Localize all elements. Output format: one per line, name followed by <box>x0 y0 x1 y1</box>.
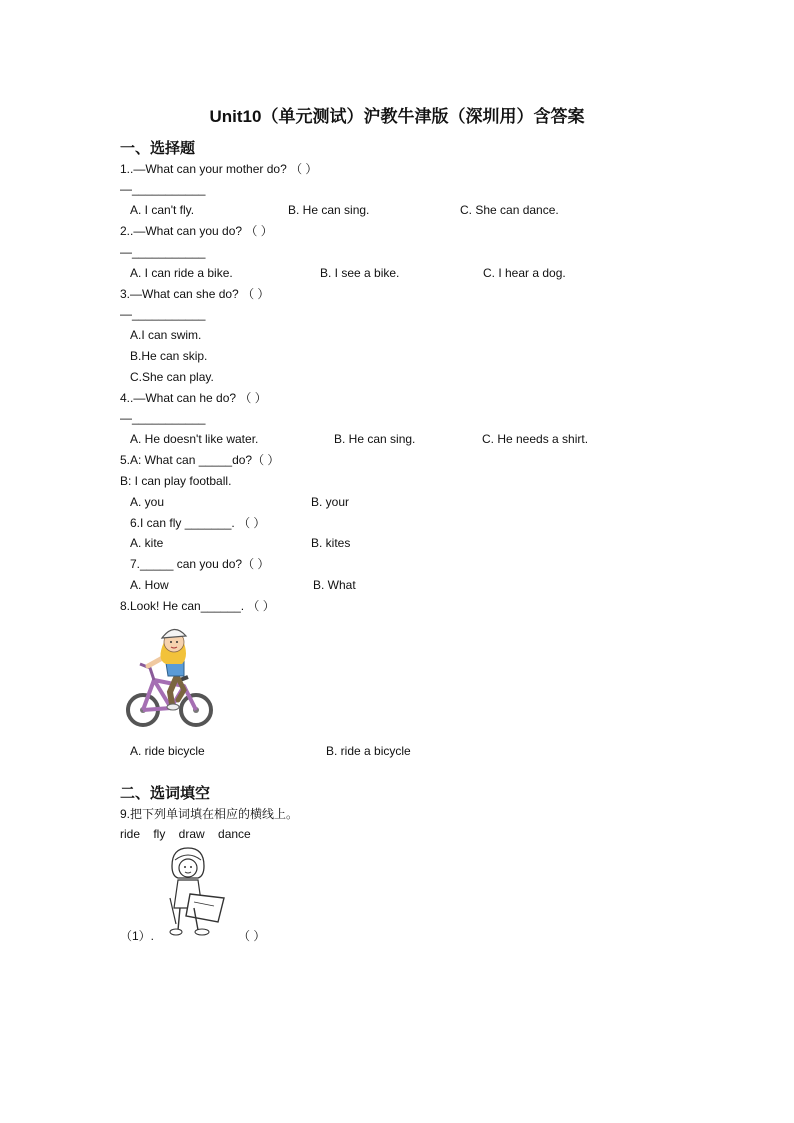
question-4-option-b: B. He can sing. <box>334 432 416 446</box>
question-2-option-b: B. I see a bike. <box>320 266 400 280</box>
question-3-stem: 3.—What can she do? （ ） <box>120 287 270 301</box>
question-4-option-c: C. He needs a shirt. <box>482 432 589 446</box>
question-3-option-b: B.He can skip. <box>130 349 208 363</box>
word-bank: ride fly draw dance <box>120 827 251 841</box>
question-9-stem: 9.把下列单词填在相应的横线上。 <box>120 807 299 821</box>
question-9-item-1-answer-blank: （ ） <box>238 929 266 943</box>
question-5-option-b: B. your <box>311 495 350 509</box>
question-1-stem: 1..—What can your mother do? （ ） <box>120 162 318 176</box>
question-8-option-a: A. ride bicycle <box>130 744 205 758</box>
question-2-stem: 2..—What can you do? （ ） <box>120 224 273 238</box>
section-choice-heading: 一、选择题 <box>120 140 196 157</box>
question-2-answer-line: —___________ <box>120 245 206 259</box>
question-3-answer-line: —___________ <box>120 307 206 321</box>
question-2-option-a: A. I can ride a bike. <box>130 266 233 280</box>
question-7-option-a: A. How <box>130 578 169 592</box>
question-4-answer-line: —___________ <box>120 411 206 425</box>
question-6-stem: 6.I can fly _______. （ ） <box>130 516 266 530</box>
question-5-reply: B: I can play football. <box>120 474 232 488</box>
question-6-option-a: A. kite <box>130 536 164 550</box>
girl-riding-bicycle-illustration <box>126 620 216 735</box>
page-title: Unit10（单元测试）沪教牛津版（深圳用）含答案 <box>209 107 585 126</box>
section-fill-words-heading: 二、选词填空 <box>120 785 211 802</box>
question-3-option-a: A.I can swim. <box>130 328 202 342</box>
question-5-option-a: A. you <box>130 495 165 509</box>
question-2-option-c: C. I hear a dog. <box>483 266 566 280</box>
question-1-option-c: C. She can dance. <box>460 203 559 217</box>
question-8-stem: 8.Look! He can______. （ ） <box>120 599 275 613</box>
question-7-option-b: B. What <box>313 578 356 592</box>
question-5-stem: 5.A: What can _____do?（ ） <box>120 453 280 467</box>
question-7-stem: 7._____ can you do?（ ） <box>130 557 270 571</box>
question-1-option-b: B. He can sing. <box>288 203 370 217</box>
question-1-option-a: A. I can't fly. <box>130 203 195 217</box>
question-9-item-1-label: （1）. <box>120 929 155 943</box>
question-3-option-c: C.She can play. <box>130 370 214 384</box>
question-4-stem: 4..—What can he do? （ ） <box>120 391 267 405</box>
question-4-option-a: A. He doesn't like water. <box>130 432 259 446</box>
question-6-option-b: B. kites <box>311 536 351 550</box>
girl-drawing-illustration <box>158 846 226 938</box>
question-1-answer-line: —___________ <box>120 182 206 196</box>
question-8-option-b: B. ride a bicycle <box>326 744 411 758</box>
